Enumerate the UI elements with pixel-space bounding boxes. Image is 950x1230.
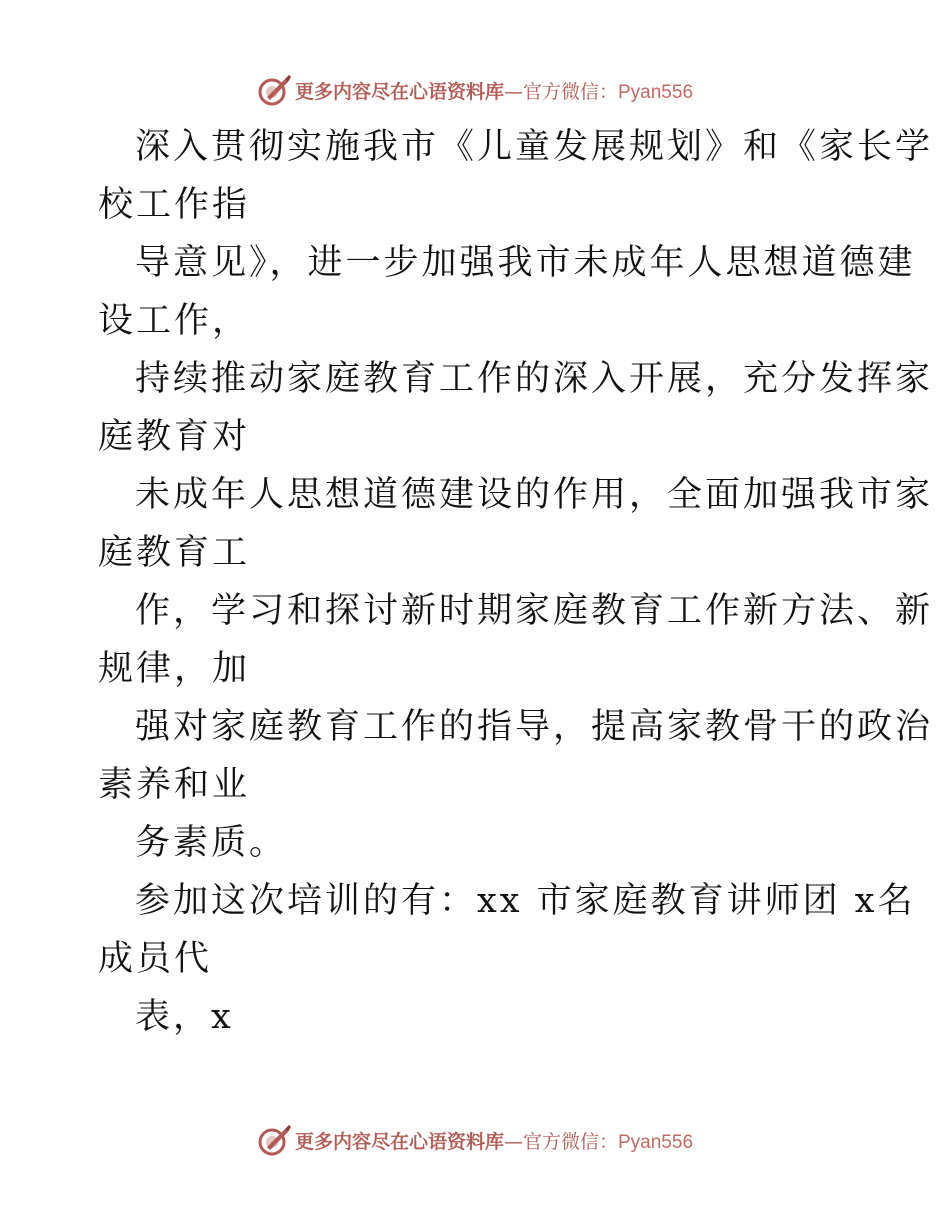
body-line: 务素质。	[135, 823, 288, 863]
body-line: 庭教育对	[98, 417, 251, 457]
body-line: 未成年人思想道德建设的作用，全面加强我市家	[135, 475, 934, 515]
body-line: 强对家庭教育工作的指导，提高家教骨干的政治	[135, 707, 934, 747]
banner-wechat-id: Pyan556	[618, 1131, 694, 1153]
banner-dash: —	[503, 80, 523, 103]
body-line: 成员代	[98, 939, 213, 979]
banner-wechat-id: Pyan556	[618, 81, 694, 103]
body-line: 作，学习和探讨新时期家庭教育工作新方法、新	[135, 591, 934, 631]
footer-banner	[0, 1120, 950, 1160]
body-line: 校工作指	[98, 185, 251, 225]
body-line: 素养和业	[98, 765, 251, 805]
banner-wechat-label: 官方微信：	[522, 80, 618, 103]
banner-site-name: 更多内容尽在心语资料库	[294, 80, 504, 103]
body-line: 持续推动家庭教育工作的深入开展，充分发挥家	[135, 359, 934, 399]
banner-dash: —	[503, 1130, 523, 1153]
body-line: 表，x	[135, 997, 234, 1037]
body-line: 导意见》，进一步加强我市未成年人思想道德建	[135, 243, 916, 283]
body-line: 庭教育工	[98, 533, 251, 573]
pen-logo-icon	[257, 73, 291, 107]
body-line: 设工作，	[98, 301, 251, 341]
pen-logo-icon	[257, 1123, 291, 1157]
document-body	[98, 118, 934, 1046]
body-line: 深入贯彻实施我市《儿童发展规划》和《家长学	[135, 127, 934, 167]
banner-text	[295, 1127, 693, 1154]
banner-site-name: 更多内容尽在心语资料库	[294, 1130, 504, 1153]
banner-text	[295, 77, 693, 104]
banner-wechat-label: 官方微信：	[522, 1130, 618, 1153]
body-line: 规律，加	[98, 649, 251, 689]
header-banner	[0, 70, 950, 110]
body-line: 参加这次培训的有：xx 市家庭教育讲师团 x名	[135, 881, 916, 921]
